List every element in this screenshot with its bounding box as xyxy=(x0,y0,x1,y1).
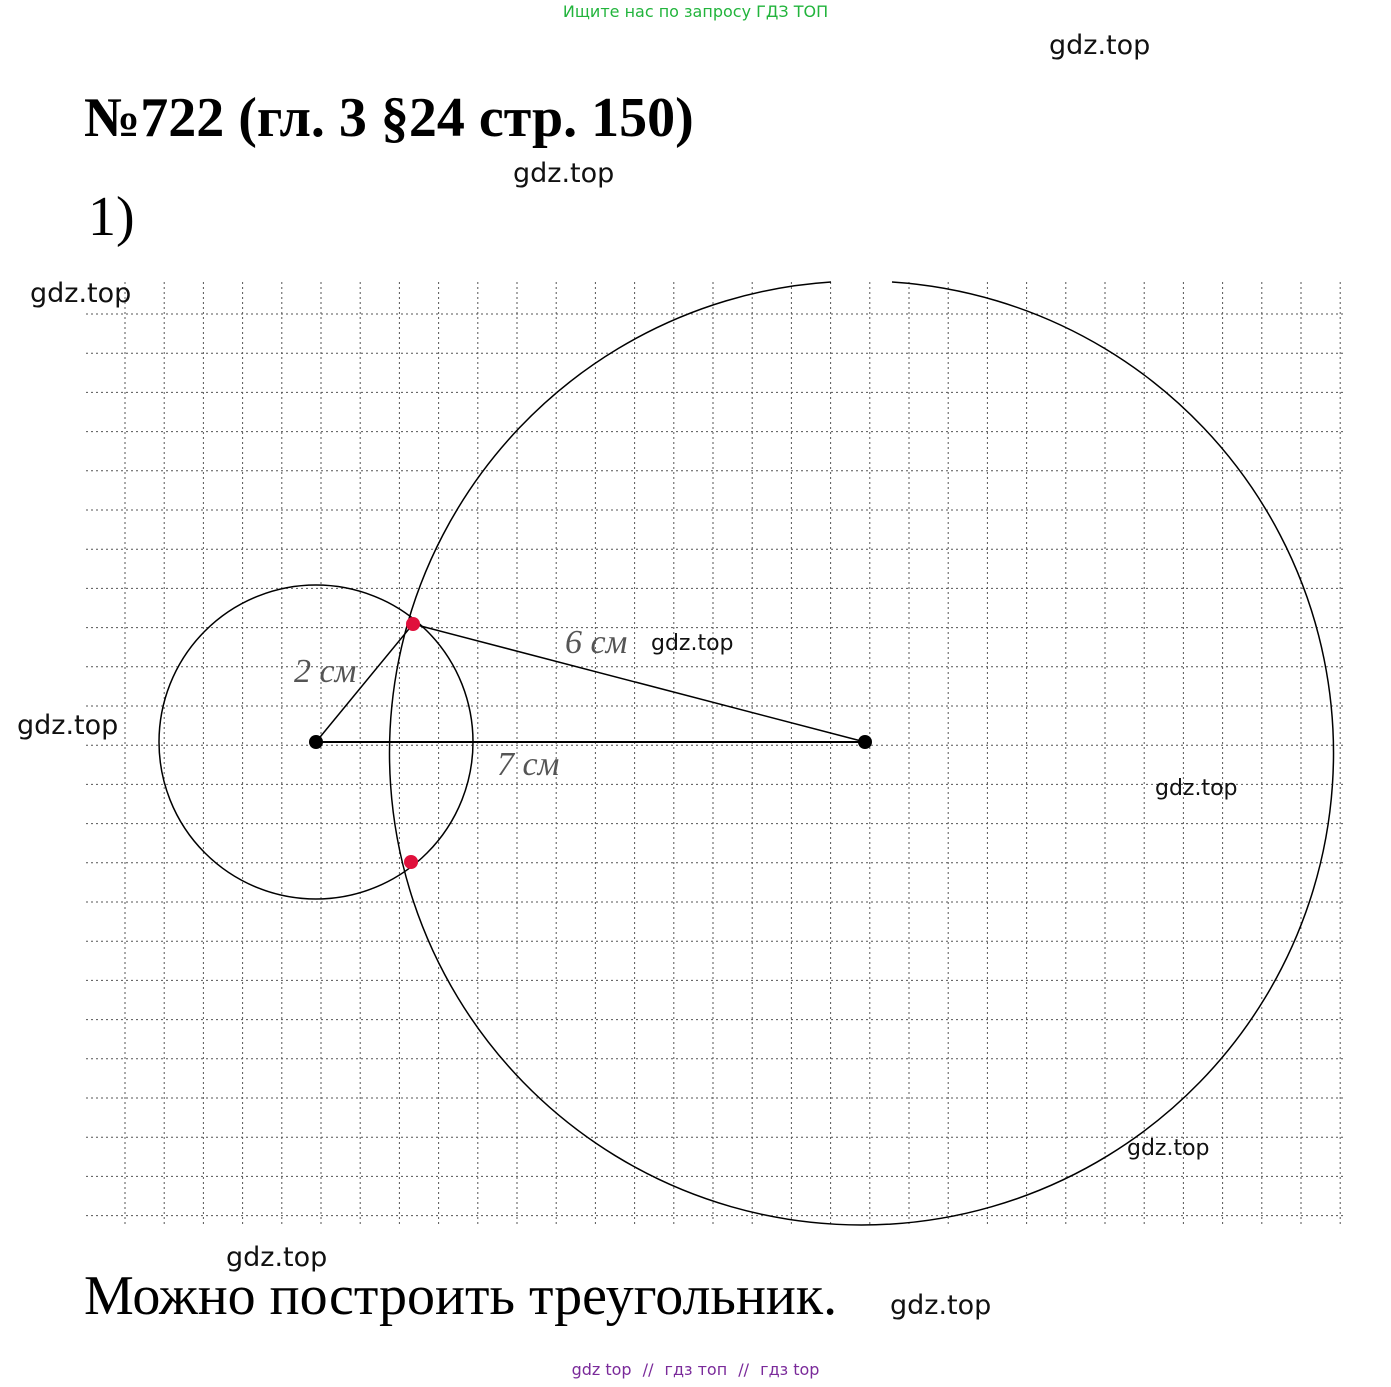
watermark-4: gdz.top xyxy=(17,710,119,741)
watermark-7: gdz.top xyxy=(1127,1136,1210,1161)
conclusion-text: Можно построить треугольник. xyxy=(84,1265,838,1327)
segment-6cm xyxy=(413,624,865,742)
watermark-5: gdz.top xyxy=(651,631,734,656)
center-point-small xyxy=(309,735,323,749)
watermark-1: gdz.top xyxy=(1049,30,1151,61)
intersection-point-upper xyxy=(406,617,420,631)
label-7cm: 7 см xyxy=(497,746,560,783)
footer-separator: // xyxy=(642,1360,654,1379)
top-banner: Ищите нас по запросу ГДЗ ТОП xyxy=(562,2,829,21)
grid-paper xyxy=(86,282,1346,1224)
center-point-large xyxy=(858,735,872,749)
footer-separator: // xyxy=(738,1360,750,1379)
watermark-8: gdz.top xyxy=(226,1242,328,1273)
watermark-6: gdz.top xyxy=(1155,776,1238,801)
watermark-9: gdz.top xyxy=(890,1290,992,1321)
label-2cm: 2 см xyxy=(294,653,357,690)
page-title: №722 (гл. 3 §24 стр. 150) xyxy=(84,87,694,149)
watermark-3: gdz.top xyxy=(30,278,132,309)
footer-link-2[interactable]: гдз топ xyxy=(664,1360,728,1379)
part-label: 1) xyxy=(88,186,135,248)
footer-link-3[interactable]: гдз top xyxy=(760,1360,820,1379)
intersection-point-lower xyxy=(404,855,418,869)
label-6cm: 6 см xyxy=(565,624,628,661)
footer-links xyxy=(0,1360,1391,1379)
watermark-2: gdz.top xyxy=(513,158,615,189)
footer-link-1[interactable]: gdz top xyxy=(571,1360,632,1379)
